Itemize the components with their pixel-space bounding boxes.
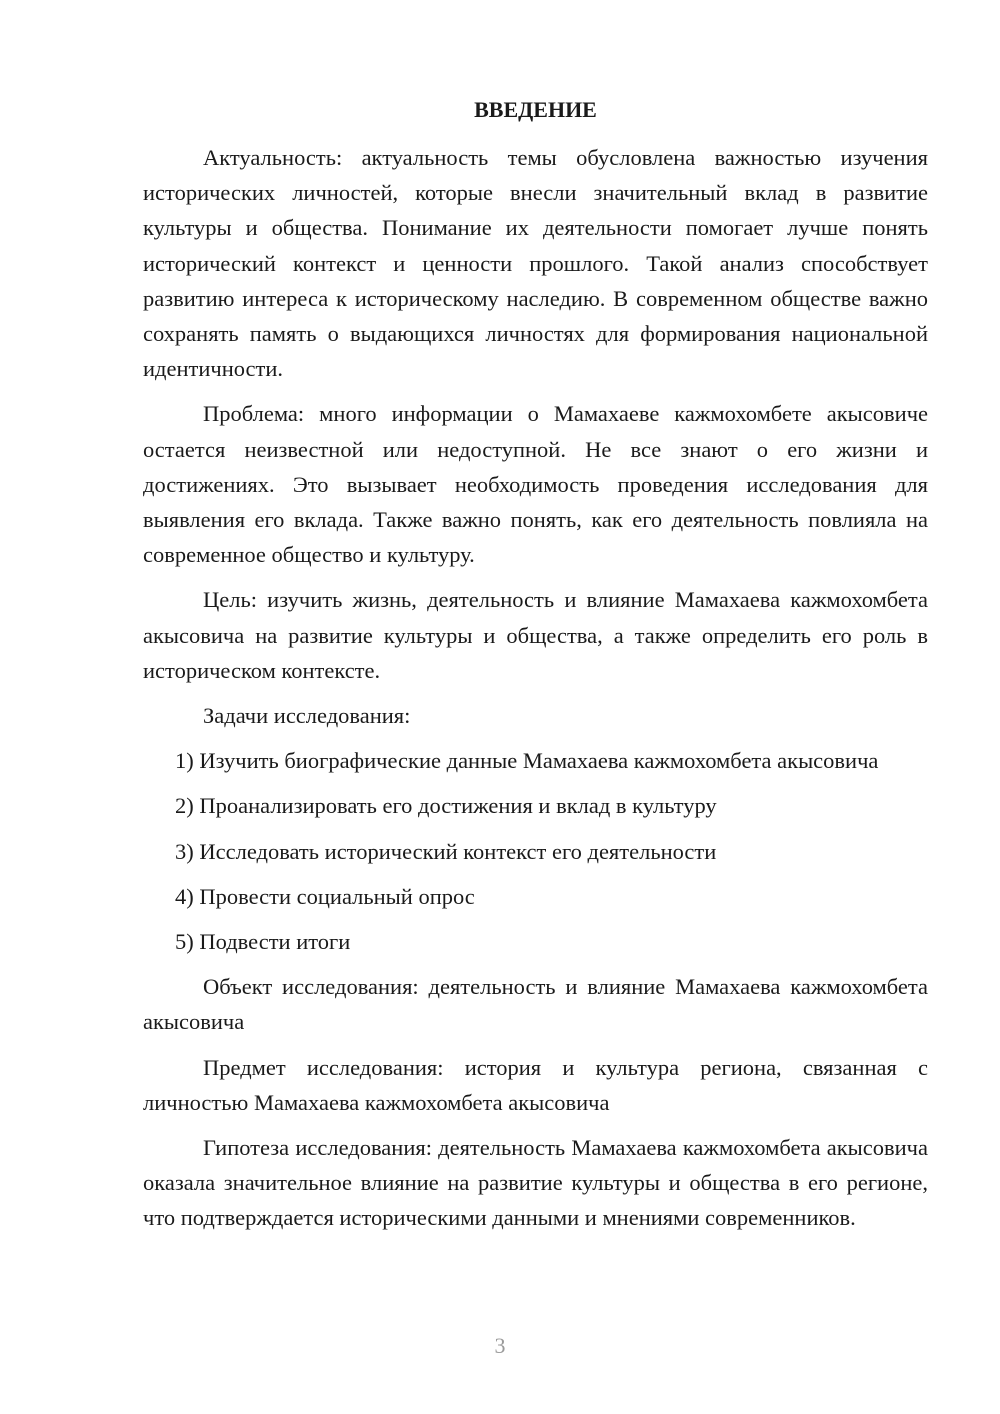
task-item-5: 5) Подвести итоги xyxy=(175,929,351,955)
goal-paragraph: Цель: изучить жизнь, деятельность и влияние Мамахаева кажмохомбета акысовича на развитие культуры и общества, а также определить его роль в историческом контексте. xyxy=(143,587,928,683)
document-page xyxy=(143,92,928,1246)
hypothesis-paragraph: Гипотеза исследования: деятельность Мамахаева кажмохомбета акысовича оказала значительное влияние на развитие культуры и общества в его регионе, что подтверждается историческими данными и мнениями современников. xyxy=(143,1135,928,1231)
task-item-4: 4) Провести социальный опрос xyxy=(175,883,475,909)
task-item-1: 1) Изучить биографические данные Мамахаева кажмохомбета акысовича xyxy=(175,748,879,774)
page-title: ВВЕДЕНИЕ xyxy=(474,97,597,122)
page-number: 3 xyxy=(494,1333,506,1358)
tasks-list xyxy=(143,743,928,959)
problem-paragraph: Проблема: много информации о Мамахаеве кажмохомбете акысовиче остается неизвестной или недоступной. Не все знают о его жизни и достижениях. Это вызывает необходимость проведения исследования для выявления его вклада. Также важно понять, как его деятельность повлияла на современное общество и культуру. xyxy=(143,401,928,568)
subject-paragraph: Предмет исследования: история и культура региона, связанная с личностью Мамахаева кажмохомбета акысовича xyxy=(143,1054,928,1115)
task-item-3: 3) Исследовать исторический контекст его деятельности xyxy=(175,838,717,864)
task-item-2: 2) Проанализировать его достижения и вклад в культуру xyxy=(175,793,717,819)
relevance-paragraph: Актуальность: актуальность темы обусловлена важностью изучения исторических личностей, которые внесли значительный вклад в развитие культуры и общества. Понимание их деятельности помогает лучше понять исторический контекст и ценности прошлого. Такой анализ способствует развитию интереса к историческому наследию. В современном обществе важно сохранять память о выдающихся личностях для формирования национальной идентичности. xyxy=(143,145,928,382)
object-paragraph: Объект исследования: деятельность и влияние Мамахаева кажмохомбета акысовича xyxy=(143,974,928,1035)
tasks-heading: Задачи исследования: xyxy=(203,703,411,729)
